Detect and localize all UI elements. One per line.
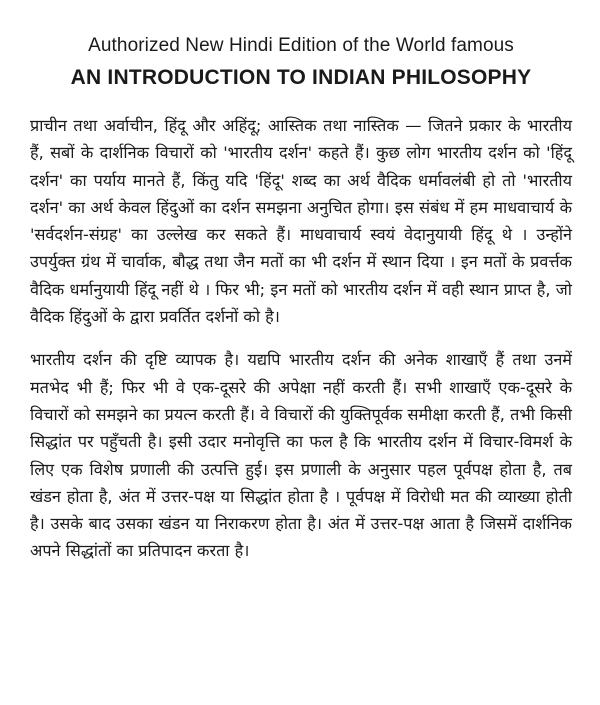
paragraph-2: भारतीय दर्शन की दृष्टि व्यापक है। यद्यपि भारतीय दर्शन की अनेक शाखाएँ हैं तथा उनमें मतभेद भी हैं; फिर भी वे एक-दूसरे की अपेक्षा नहीं करती हैं। सभी शाखाएँ एक-दूसरे के विचारों को समझने का प्रयत्न करती हैं। वे विचारों की युक्तिपूर्वक समीक्षा करती हैं, तभी किसी सिद्धांत पर पहुँचती है। इसी उदार मनोवृत्ति का फल है कि भारतीय दर्शन में विचार-विमर्श के लिए एक विशेष प्रणाली की उत्पत्ति हुई। इस प्रणाली के अनुसार पहल पूर्वपक्ष होता है, तब खंडन होता है, अंत में उत्तर-पक्ष या सिद्धांत होता है । पूर्वपक्ष में विरोधी मत की व्याख्या होती है। उसके बाद उसका खंडन या निराकरण होता है। अंत में उत्तर-पक्ष आता है जिसमें दार्शनिक अपने सिद्धांतों का प्रतिपादन करता है। <box>30 350 572 561</box>
paragraph-1: प्राचीन तथा अर्वाचीन, हिंदू और अहिंदू; आस्तिक तथा नास्तिक — जितने प्रकार के भारतीय हैं, सबों के दार्शनिक विचारों को 'भारतीय दर्शन' कहते हैं। कुछ लोग भारतीय दर्शन को 'हिंदू दर्शन' का पर्याय मानते हैं, किंतु यदि 'हिंदू' शब्द का अर्थ वैदिक धर्मावलंबी हो तो 'भारतीय दर्शन' का अर्थ केवल हिंदुओं का दर्शन समझना अनुचित होगा। इस संबंध में हम माधवाचार्य के 'सर्वदर्शन-संग्रह' का उल्लेख कर सकते हैं। माधवाचार्य स्वयं वेदानुयायी हिंदू थे । उन्होंने उपर्युक्त ग्रंथ में चार्वाक, बौद्ध तथा जैन मतों का भी दर्शन में स्थान दिया । इन मतों के प्रवर्त्तक वैदिक धर्मानुयायी हिंदू नहीं थे । फिर भी; इन मतों को भारतीय दर्शन में वही स्थान प्राप्त है, जो वैदिक हिंदुओं के द्वारा प्रवर्तित दर्शनों को है। <box>30 116 572 327</box>
edition-subtitle: Authorized New Hindi Edition of the World famous <box>88 35 514 56</box>
body-text <box>30 112 572 565</box>
book-title: AN INTRODUCTION TO INDIAN PHILOSOPHY <box>70 66 532 89</box>
